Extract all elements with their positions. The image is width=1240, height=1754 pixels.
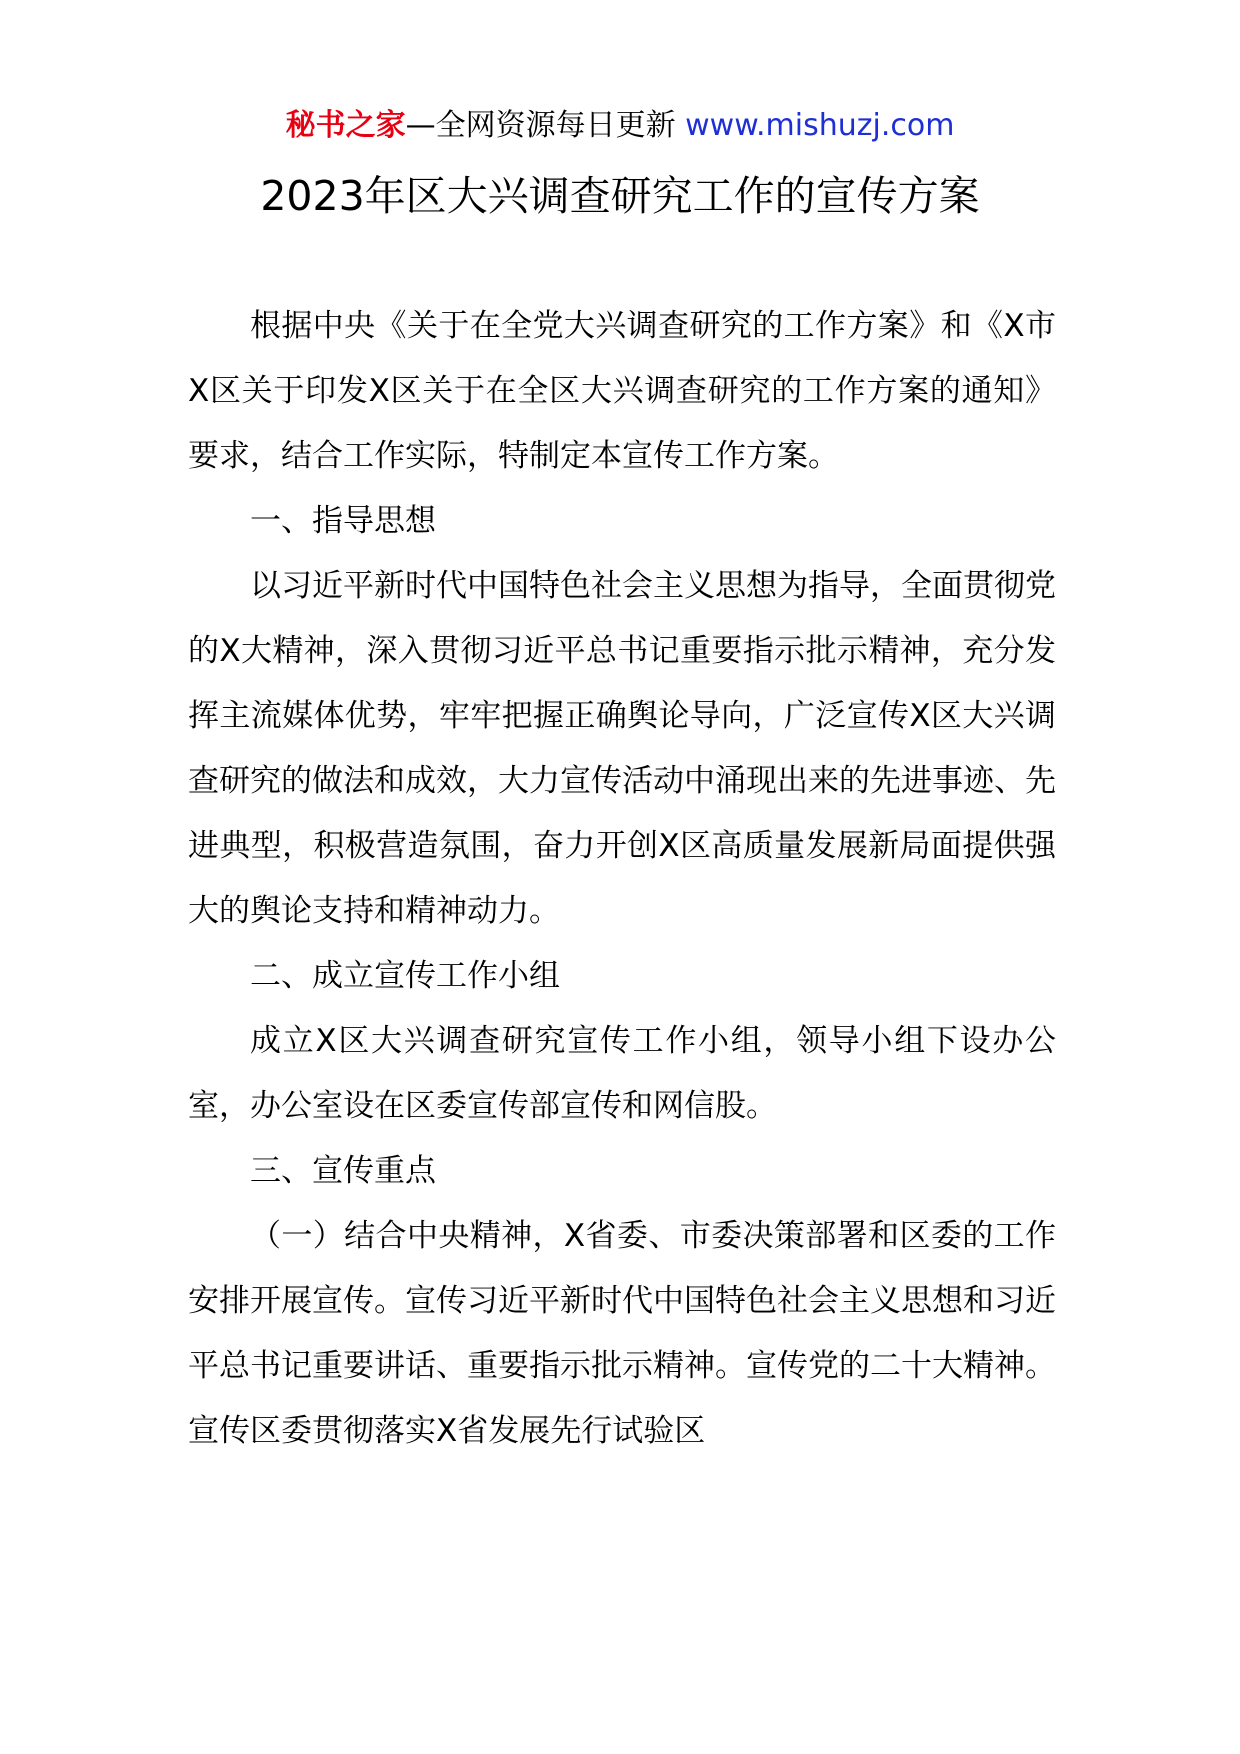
section-heading-key-points: 三、宣传重点 [250, 1153, 436, 1189]
paragraph-working-group: 成立X区大兴调查研究宣传工作小组，领导小组下设办公室，办公室设在区委宣传部宣传和网信股。 [188, 1023, 1056, 1124]
site-banner [0, 104, 1240, 148]
section-heading-guiding-ideology: 一、指导思想 [250, 503, 436, 539]
section-heading-working-group: 二、成立宣传工作小组 [250, 958, 560, 994]
site-url-link[interactable]: www.mishuzj.com [685, 108, 955, 143]
document-body [188, 294, 1056, 1464]
site-slogan: —全网资源每日更新 [405, 108, 676, 143]
paragraph-guiding-ideology: 以习近平新时代中国特色社会主义思想为指导，全面贯彻党的X大精神，深入贯彻习近平总书记重要指示批示精神，充分发挥主流媒体优势，牢牢把握正确舆论导向，广泛宣传X区大兴调查研究的做法和成效，大力宣传活动中涌现出来的先进事迹、先进典型，积极营造氛围，奋力开创X区高质量发展新局面提供强大的舆论支持和精神动力。 [188, 568, 1056, 929]
paragraph-key-points-1: （一）结合中央精神，X省委、市委决策部署和区委的工作安排开展宣传。宣传习近平新时代中国特色社会主义思想和习近平总书记重要讲话、重要指示批示精神。宣传党的二十大精神。宣传区委贯彻落实X省发展先行试验区 [188, 1218, 1056, 1449]
site-brand: 秘书之家 [285, 108, 406, 143]
document-title: 2023年区大兴调查研究工作的宣传方案 [260, 172, 980, 220]
paragraph-intro: 根据中央《关于在全党大兴调查研究的工作方案》和《X市X区关于印发X区关于在全区大兴调查研究的工作方案的通知》要求，结合工作实际，特制定本宣传工作方案。 [188, 308, 1056, 474]
